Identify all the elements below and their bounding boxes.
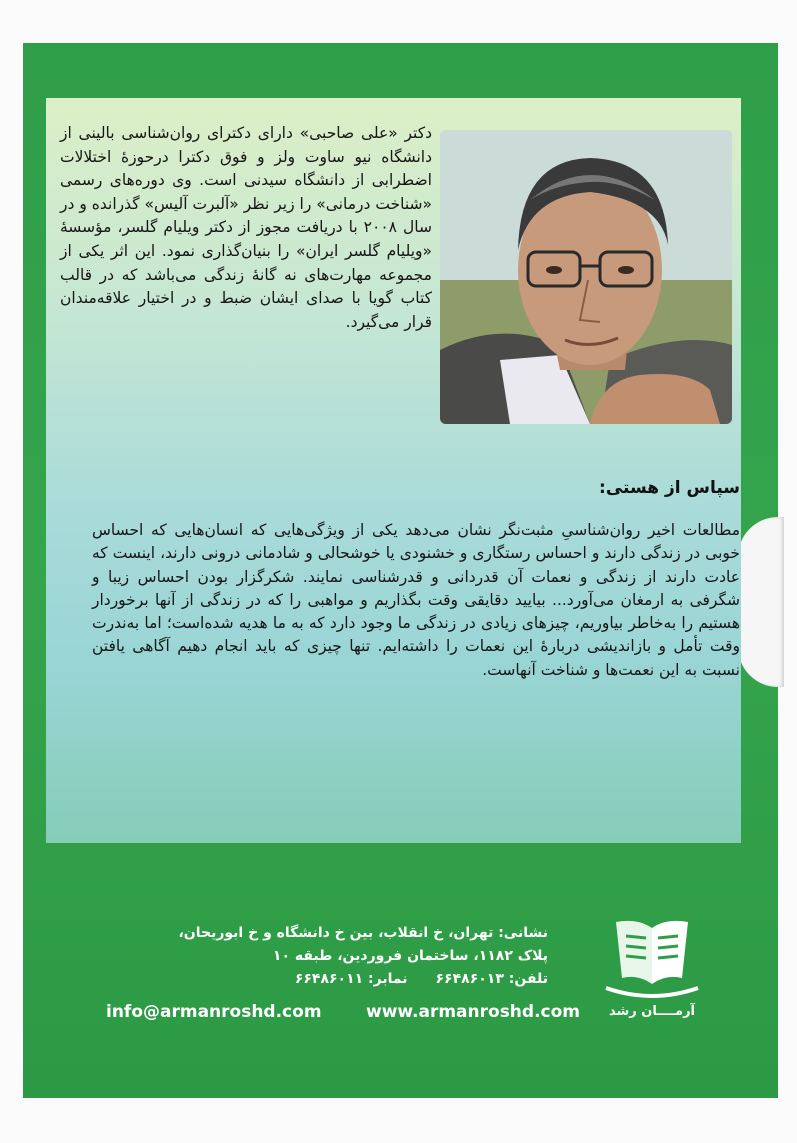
section-heading: سپاس از هستی:	[599, 478, 740, 498]
address-line-1: نشانی: تهران، خ انقلاب، بین خ دانشگاه و خ ابوریحان،	[178, 925, 548, 941]
side-tab	[738, 517, 784, 687]
fax-number: نمابر: ۶۶۴۸۶۰۱۱	[294, 971, 408, 987]
website-link[interactable]: www.armanroshd.com	[366, 1002, 581, 1022]
phone-number: تلفن: ۶۶۴۸۶۰۱۳	[435, 971, 548, 987]
author-bio: دکتر «علی صاحبی» دارای دکترای روان‌شناسی بالینی از دانشگاه نیو ساوت ولز و فوق دکترا درحوزهٔ اختلالات اضطرابی از دانشگاه سیدنی است. وی دوره‌های رسمی «شناخت درمانی» را زیر نظر «آلبرت آلیس» گذرانده و در سال ۲۰۰۸ با دریافت مجوز از دکتر ویلیام گلسر، مؤسسهٔ «ویلیام گلسر ایران» را بنیان‌گذاری نمود. این اثر یکی از مجموعه مهارت‌های نه گانهٔ زندگی می‌باشد که در قالب کتاب گویا با صدای ایشان ضبط و در اختیار علاقه‌مندان قرار می‌گیرد.	[60, 124, 432, 331]
address-line-2: پلاک ۱۱۸۲، ساختمان فروردین، طبقه ۱۰	[272, 948, 548, 964]
contact-numbers	[198, 968, 548, 991]
book-logo-icon	[596, 918, 708, 1004]
publisher-logo	[596, 918, 708, 1028]
logo-text: آرمــــان رشد	[608, 1004, 696, 1019]
publisher-address	[178, 922, 548, 991]
email-link[interactable]: info@armanroshd.com	[106, 1002, 322, 1022]
author-photo	[440, 130, 732, 424]
section-body: مطالعات اخیر روان‌شناسیِ مثبت‌نگر نشان می‌دهد یکی از ویژگی‌هایی که انسان‌هایی که احساس خوبی در زندگی دارند و احساس رستگاری و خشنودی یا خوشحالی و شادمانی درونی دارند، اینست که عادت دارند از زندگی و نعمات آن قدردانی و قدرشناسی نمایند. شکرگزار بودن احساس زیبا و شگرفی به ارمغان می‌آورد... بیایید دقایقی وقت بگذاریم و مواهبی را که در زندگی از آنها برخوردار هستیم را به‌خاطر بیاوریم، چیزهای زیادی در زندگی ما وجود دارد که به ما هدیه شده‌است؛ اما به‌ندرت وقت تأمل و بازاندیشی دربارهٔ این نعمات را داشته‌ایم. تنها چیزی که باید انجام دهیم آگاهی یافتن نسبت به این نعمت‌ها و شناخت آنهاست.	[92, 521, 740, 679]
